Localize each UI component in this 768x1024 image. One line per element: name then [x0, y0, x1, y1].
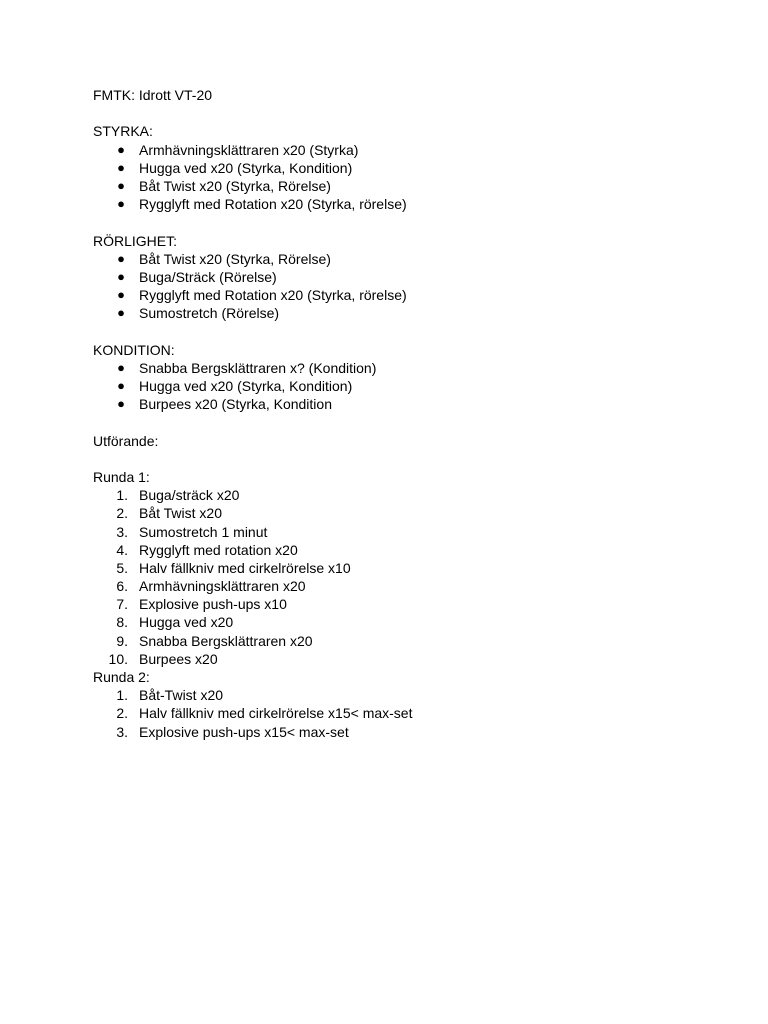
numbered-list-round-2 [93, 686, 733, 741]
list-item-text: Buga/sträck x20 [139, 487, 240, 504]
list-item-text: Rygglyft med rotation x20 [139, 541, 298, 558]
bullet-icon: ● [117, 396, 125, 412]
bullet-icon: ● [117, 196, 125, 212]
list-item-number: 5. [116, 559, 128, 576]
list-item-text: Burpees x20 [139, 650, 218, 667]
list-item [93, 141, 733, 159]
list-item-number: 3. [116, 723, 128, 740]
bullet-icon: ● [117, 359, 125, 375]
list-item [93, 159, 733, 177]
list-item [93, 595, 733, 613]
list-item-text: Explosive push-ups x10 [139, 596, 287, 613]
list-item [93, 723, 733, 741]
section-heading-styrka: STYRKA: [93, 123, 153, 140]
bullet-icon: ● [117, 141, 125, 157]
bullet-icon: ● [117, 305, 125, 321]
list-item-text: Båt Twist x20 [139, 505, 223, 522]
list-item [93, 395, 733, 413]
bullet-icon: ● [117, 250, 125, 266]
list-item [93, 304, 733, 322]
list-item-text: Buga/Sträck (Rörelse) [139, 268, 277, 285]
bullet-icon: ● [117, 177, 125, 193]
list-item [93, 523, 733, 541]
execution-heading: Utförande: [93, 432, 159, 449]
spacer [93, 213, 733, 231]
list-item [93, 377, 733, 395]
list-item-text: Rygglyft med Rotation x20 (Styrka, rörelse) [139, 196, 407, 213]
list-item [93, 650, 733, 668]
bullet-icon: ● [117, 287, 125, 303]
list-item-text: Armhävningsklättraren x20 [139, 578, 306, 595]
list-item-number: 6. [116, 578, 128, 595]
list-item [93, 632, 733, 650]
document-title: FMTK: Idrott VT-20 [93, 87, 213, 103]
list-item-number: 2. [116, 705, 128, 722]
list-item [93, 359, 733, 377]
list-item [93, 686, 733, 704]
list-item [93, 250, 733, 268]
section-heading-kondition: KONDITION: [93, 341, 175, 358]
round-heading-1: Runda 1: [93, 468, 150, 485]
list-item-text: Båt-Twist x20 [139, 687, 224, 704]
list-item [93, 559, 733, 577]
list-item-text: Snabba Bergsklättraren x? (Kondition) [139, 359, 377, 376]
document-page [93, 86, 733, 741]
round-heading-2: Runda 2: [93, 669, 150, 685]
list-item [93, 177, 733, 195]
numbered-list-round-1 [93, 486, 733, 668]
spacer [93, 322, 733, 340]
bullet-list-styrka [93, 141, 733, 214]
spacer [93, 104, 733, 122]
list-item-text: Halv fällkniv med cirkelrörelse x15< max-set [139, 705, 413, 722]
list-item-text: Hugga ved x20 (Styrka, Kondition) [139, 378, 353, 394]
list-item-number: 2. [116, 505, 128, 522]
list-item-number: 10. [108, 650, 128, 667]
list-item-text: Båt Twist x20 (Styrka, Rörelse) [139, 177, 331, 194]
bullet-icon: ● [117, 159, 125, 175]
list-item-text: Rygglyft med Rotation x20 (Styrka, rörelse) [139, 287, 407, 304]
section-heading-rorlighet: RÖRLIGHET: [93, 232, 178, 249]
list-item [93, 486, 733, 504]
bullet-list-kondition [93, 359, 733, 414]
list-item [93, 268, 733, 286]
bullet-icon: ● [117, 268, 125, 284]
list-item [93, 577, 733, 595]
list-item-text: Båt Twist x20 (Styrka, Rörelse) [139, 250, 331, 267]
list-item [93, 195, 733, 213]
list-item-text: Snabba Bergsklättraren x20 [139, 632, 313, 649]
list-item [93, 541, 733, 559]
list-item-text: Sumostretch (Rörelse) [139, 305, 280, 322]
list-item-text: Hugga ved x20 (Styrka, Kondition) [139, 159, 353, 176]
list-item-number: 4. [116, 541, 128, 558]
list-item-text: Sumostretch 1 minut [139, 523, 268, 540]
list-item-number: 8. [116, 614, 128, 631]
list-item-number: 3. [116, 523, 128, 540]
list-item-number: 7. [116, 596, 128, 613]
list-item [93, 704, 733, 722]
list-item [93, 613, 733, 631]
list-item [93, 286, 733, 304]
list-item-number: 1. [116, 487, 128, 504]
list-item [93, 504, 733, 522]
bullet-list-rorlighet [93, 250, 733, 323]
list-item-number: 9. [116, 632, 128, 649]
spacer [93, 450, 733, 468]
list-item-text: Burpees x20 (Styrka, Kondition [139, 396, 332, 413]
spacer [93, 413, 733, 431]
list-item-text: Armhävningsklättraren x20 (Styrka) [139, 141, 359, 158]
list-item-text: Halv fällkniv med cirkelrörelse x10 [139, 559, 351, 576]
list-item-text: Explosive push-ups x15< max-set [139, 723, 349, 740]
bullet-icon: ● [117, 378, 125, 393]
list-item-number: 1. [116, 687, 128, 704]
list-item-text: Hugga ved x20 [139, 614, 234, 631]
